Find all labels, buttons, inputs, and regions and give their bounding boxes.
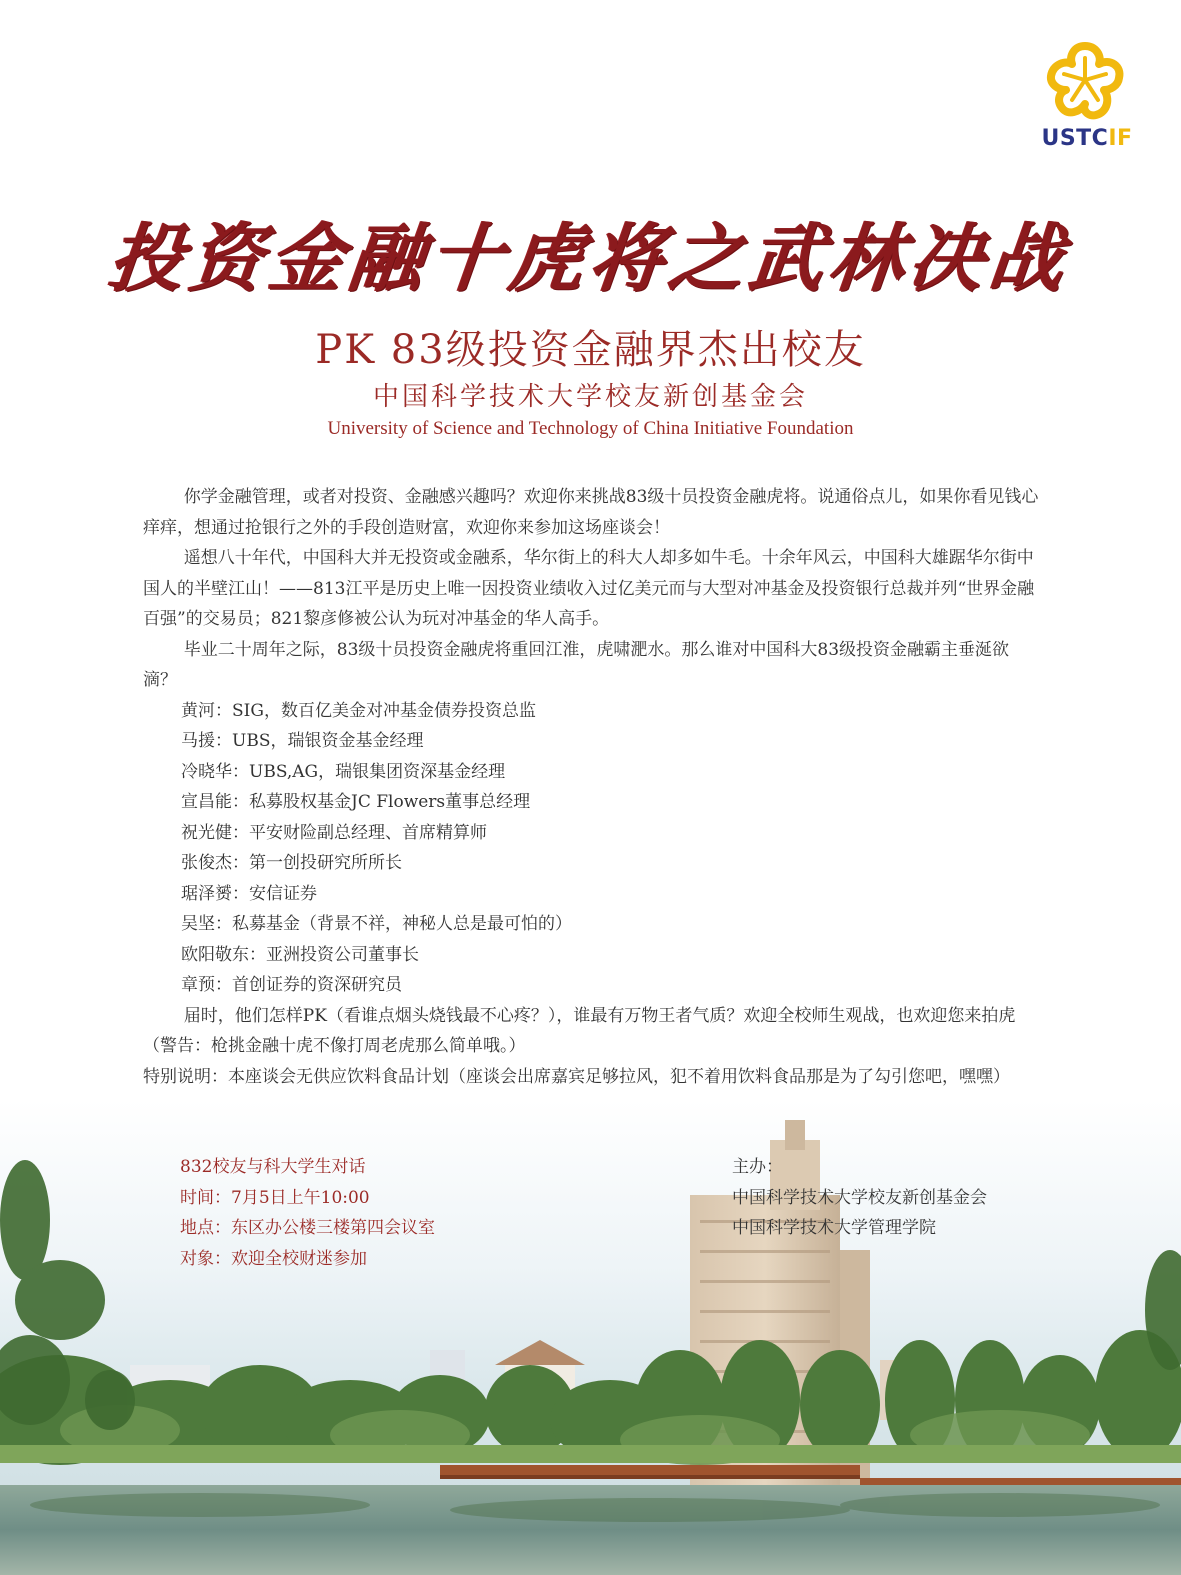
special-note: 特别说明：本座谈会无供应饮料食品计划（座谈会出席嘉宾足够拉风，犯不着用饮料食品那是为了勾引您吧，嘿嘿） (143, 1066, 1010, 1087)
closing-paragraph: 届时，他们怎样PK（看谁点烟头烧钱最不心疼？），谁最有万物王者气质？欢迎全校师生观战，也欢迎您来拍虎（警告：枪挑金融十虎不像打周老虎那么简单哦。） (143, 1005, 1016, 1056)
announcement-body (143, 482, 1040, 1092)
logo-text-main: USTC (1041, 126, 1109, 151)
event-name: 832校友与科大学生对话 (180, 1157, 366, 1177)
guest-item: 祝光健：平安财险副总经理、首席精算师 (181, 822, 487, 843)
event-time: 时间：7月5日上午10:00 (180, 1187, 370, 1208)
host-org-1: 中国科学技术大学校友新创基金会 (732, 1187, 987, 1208)
intro-paragraph: 你学金融管理，或者对投资、金融感兴趣吗？欢迎你来挑战83级十员投资金融虎将。说通俗点儿，如果你看见钱心痒痒，想通过抢银行之外的手段创造财富，欢迎你来参加这场座谈会！ (143, 487, 1039, 538)
host-org-2: 中国科学技术大学管理学院 (732, 1218, 936, 1238)
guest-item: 吴坚：私募基金（背景不祥，神秘人总是最可怕的） (181, 914, 572, 934)
event-audience: 对象：欢迎全校财迷参加 (180, 1248, 367, 1269)
logo-text (1032, 126, 1142, 151)
logo-text-accent: IF (1108, 126, 1133, 151)
plum-blossom-icon (1044, 40, 1126, 122)
host-label: 主办： (732, 1157, 783, 1177)
guest-item: 琚泽赟：安信证券 (181, 883, 317, 904)
guest-item: 黄河：SIG，数百亿美金对冲基金债券投资总监 (181, 700, 536, 721)
history-paragraph: 遥想八十年代，中国科大并无投资或金融系，华尔街上的科大人却多如牛毛。十余年风云，中国科大雄踞华尔街中国人的半壁江山！——813江平是历史上唯一因投资业绩收入过亿美元而与大型对冲基金及投资银行总裁并列“世界金融百强”的交易员；821黎彦修被公认为玩对冲基金的华人高手。 (143, 548, 1035, 629)
guest-item: 欧阳敬东：亚洲投资公司董事长 (181, 944, 419, 965)
ustcif-logo (1032, 40, 1142, 155)
challenge-paragraph: 毕业二十周年之际，83级十员投资金融虎将重回江淮，虎啸淝水。那么谁对中国科大83级投资金融霸主垂涎欲滴？ (143, 639, 1010, 690)
organizer-name-en: University of Science and Technology of China Initiative Foundation (327, 418, 854, 439)
campus-lake-photo (0, 1100, 1181, 1575)
organizer-name-cn: 中国科学技术大学校友新创基金会 (372, 382, 808, 412)
event-place: 地点：东区办公楼三楼第四会议室 (180, 1218, 435, 1238)
event-details (180, 1152, 435, 1274)
guest-item: 马援：UBS，瑞银资金基金经理 (181, 731, 424, 751)
guest-item: 张俊杰：第一创投研究所所长 (181, 853, 402, 873)
guest-item: 章预：首创证券的资深研究员 (181, 975, 402, 995)
guest-item: 冷晓华：UBS,AG，瑞银集团资深基金经理 (181, 761, 506, 782)
subtitle: PK 83级投资金融界杰出校友 (315, 327, 866, 373)
host-info (732, 1152, 987, 1244)
guest-item: 宣昌能：私募股权基金JC Flowers董事总经理 (181, 792, 531, 812)
page-title: 投资金融十虎将之武林决战 (104, 216, 1074, 302)
